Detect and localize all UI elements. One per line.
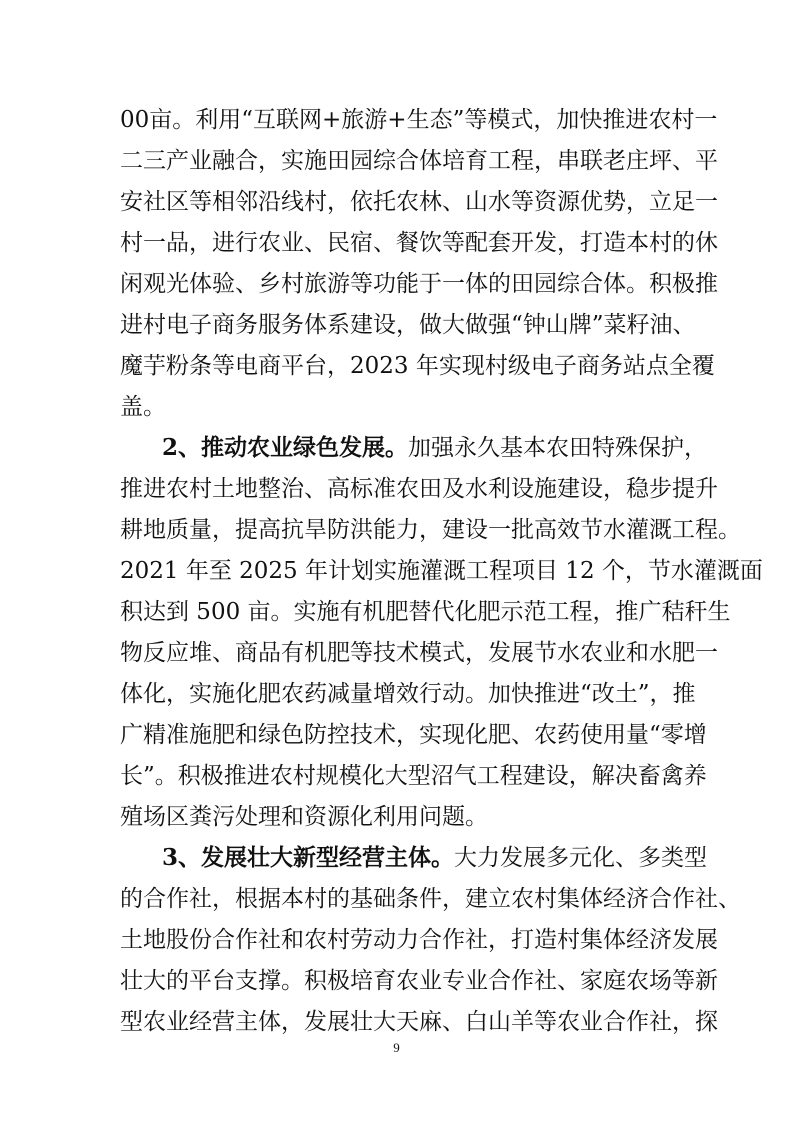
paragraph-line: 的合作社，根据本村的基础条件，建立农村集体经济合作社、 (120, 886, 741, 912)
paragraph-line: 盖。 (120, 394, 166, 420)
paragraph-line: 土地股份合作社和农村劳动力合作社，打造村集体经济发展 (120, 927, 718, 953)
section-2-heading: 2、推动农业绿色发展。 (162, 434, 409, 461)
paragraph-line: 壮大的平台支撑。积极培育农业专业合作社、家庭农场等新 (120, 968, 718, 994)
paragraph-line: 物反应堆、商品有机肥等技术模式，发展节水农业和水肥一 (120, 640, 718, 666)
paragraph-line: 二三产业融合，实施田园综合体培育工程，串联老庄坪、平 (120, 148, 718, 174)
paragraph-line: 推进农村土地整治、高标准农田及水利设施建设，稳步提升 (120, 476, 718, 502)
section-3-first-line (162, 842, 708, 874)
paragraph-line: 长”。积极推进农村规模化大型沼气工程建设，解决畜禽养 (120, 763, 707, 789)
section-2-first-line-text: 加强永久基本农田特殊保护， (408, 435, 708, 461)
paragraph-line: 村一品，进行农业、民宿、餐饮等配套开发，打造本村的休 (120, 230, 718, 256)
paragraph-line: 型农业经营主体，发展壮大天麻、白山羊等农业合作社，探 (120, 1009, 718, 1035)
section-2-first-line (162, 432, 708, 464)
section-3-heading: 3、发展壮大新型经营主体。 (162, 844, 455, 871)
page-number: 9 (393, 1040, 400, 1055)
paragraph-line: 殖场区粪污处理和资源化利用问题。 (120, 804, 488, 830)
section-3-first-line-text: 大力发展多元化、多类型 (454, 845, 708, 871)
paragraph-line: 体化，实施化肥农药减量增效行动。加快推进“改土”，推 (120, 681, 696, 707)
paragraph-line: 2021 年至 2025 年计划实施灌溉工程项目 12 个，节水灌溉面 (120, 558, 763, 584)
paragraph-line: 耕地质量，提高抗旱防洪能力，建设一批高效节水灌溉工程。 (120, 517, 741, 543)
paragraph-line: 闲观光体验、乡村旅游等功能于一体的田园综合体。积极推 (120, 271, 718, 297)
paragraph-line: 广精准施肥和绿色防控技术，实现化肥、农药使用量“零增 (120, 722, 707, 748)
paragraph-line: 积达到 500 亩。实施有机肥替代化肥示范工程，推广秸秆生 (120, 599, 731, 625)
paragraph-line: 安社区等相邻沿线村，依托农林、山水等资源优势，立足一 (120, 189, 718, 215)
paragraph-line: 进村电子商务服务体系建设，做大做强“钟山牌”菜籽油、 (120, 312, 696, 338)
paragraph-line: 00亩。利用“互联网+旅游+生态”等模式，加快推进农村一 (120, 107, 718, 133)
paragraph-line: 魔芋粉条等电商平台，2023 年实现村级电子商务站点全覆 (120, 353, 715, 379)
